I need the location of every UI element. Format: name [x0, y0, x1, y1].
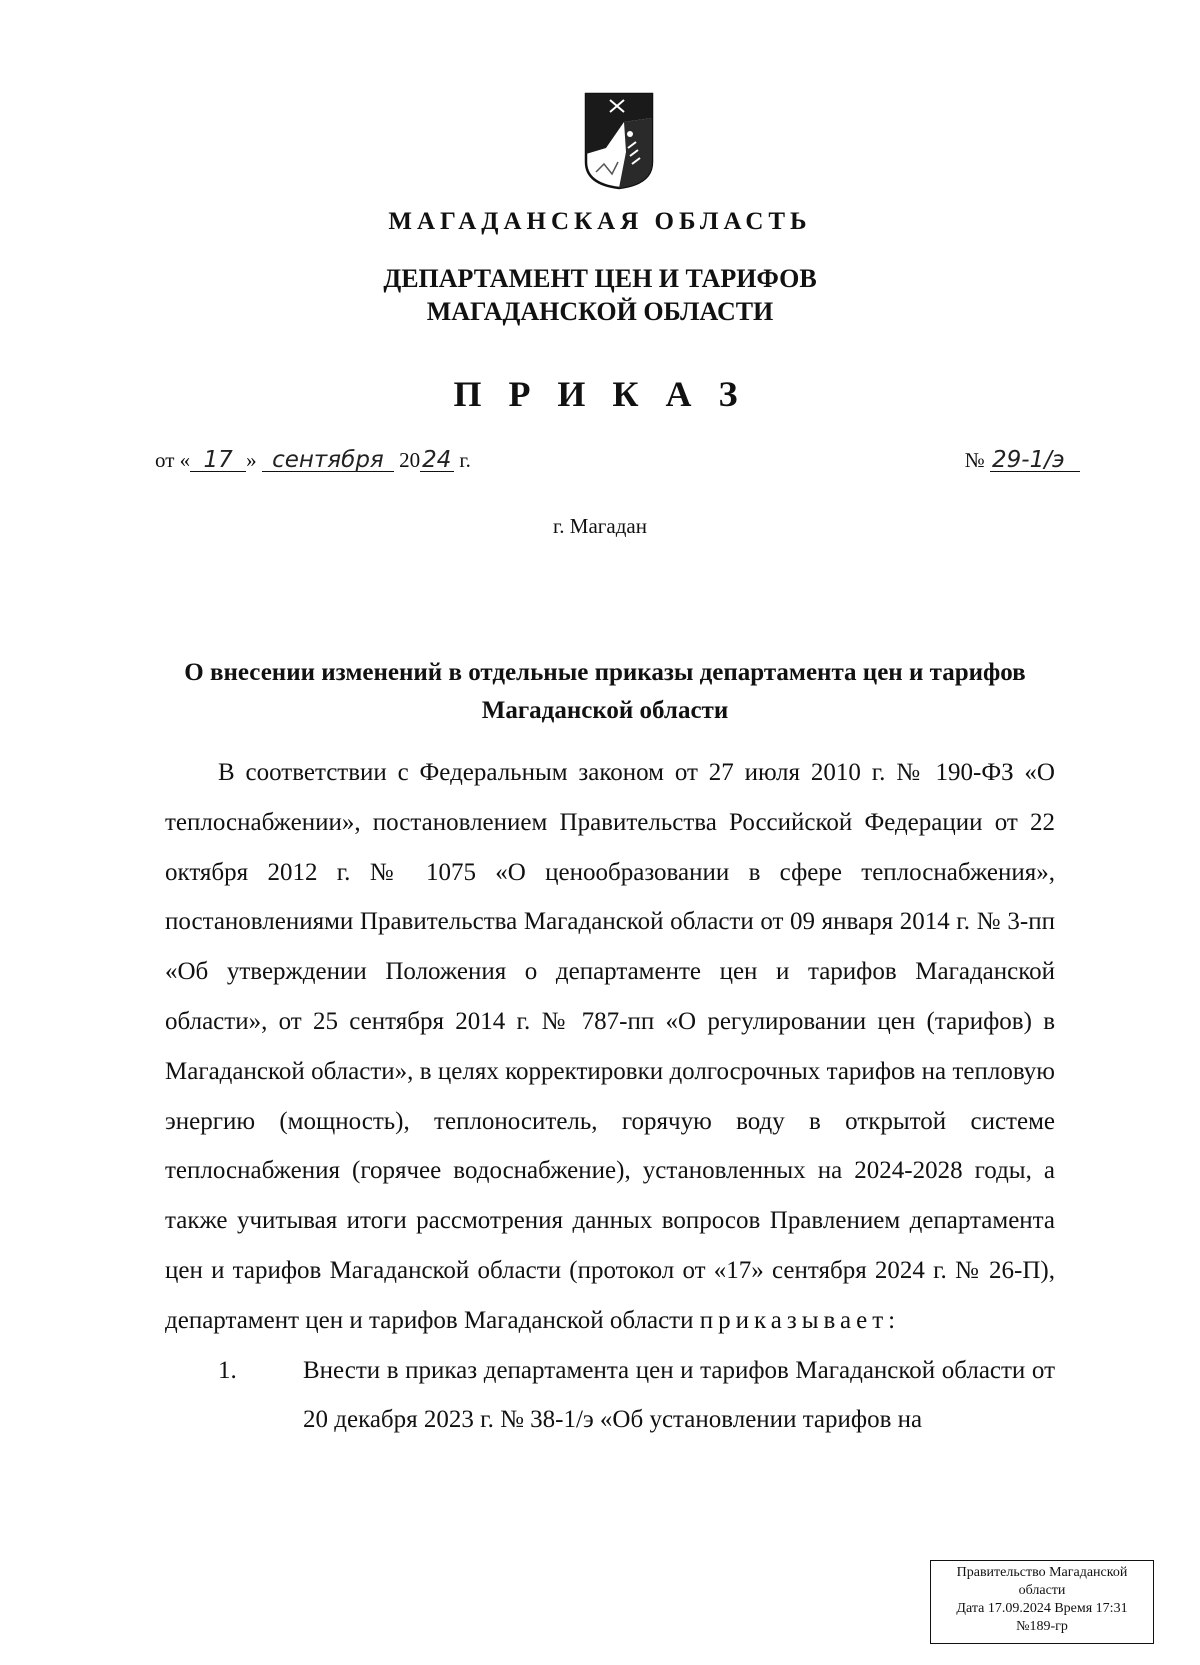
date-day: 17 — [190, 449, 246, 472]
stamp-line-1: Правительство Магаданской — [956, 1565, 1128, 1580]
document-type-title: П Р И К А З — [453, 374, 747, 414]
department-name — [0, 262, 1200, 328]
item-number: 1. — [218, 1356, 237, 1384]
order-body — [165, 748, 1055, 1445]
date-separator: » — [246, 448, 257, 472]
order-subject: О внесении изменений в отдельные приказы департамента цен и тарифов Магаданской области — [184, 659, 1026, 724]
region-name: МАГАДАНСКАЯ ОБЛАСТЬ — [388, 208, 812, 235]
stamp-line-4: №189-гр — [1016, 1619, 1068, 1634]
preamble-paragraph — [165, 748, 1055, 1346]
department-line-1: ДЕПАРТАМЕНТ ЦЕН И ТАРИФОВ — [383, 264, 817, 293]
registration-stamp — [930, 1560, 1154, 1644]
preamble-text: В соответствии с Федеральным законом от 27 июля 2010 г. № 190-ФЗ «О теплоснабжении», постановлением Правительства Российской Федерации от 22 октября 2012 г. № 1075 «О ценообразовании в сфере теплоснабжения», постановлениями Правительства Магаданской области от 09 января 2014 г. № 3-пп «Об утверждении Положения о департаменте цен и тарифов Магаданской области», от 25 сентября 2014 г. № 787-пп «О регулировании цен (тарифов) в Магаданской области», в целях корректировки долгосрочных тарифов на тепловую энергию (мощность), теплоноситель, горячую воду в открытой системе теплоснабжения (горячее водоснабжение), установленных на 2024-2028 годы, а также учитывая итоги рассмотрения данных вопросов Правлением департамента цен и тарифов Магаданской области (протокол от «17» сентября 2024 г. № 26-П), департамент цен и тарифов Магаданской области — [165, 759, 1055, 1334]
city: г. Магадан — [553, 514, 647, 538]
number-value: 29-1/э — [990, 449, 1080, 472]
department-line-2: МАГАДАНСКОЙ ОБЛАСТИ — [426, 297, 774, 326]
item-text: Внести в приказ департамента цен и тарифов Магаданской области от 20 декабря 2023 г. № 38-1/э «Об установлении тарифов на — [303, 1356, 1055, 1434]
date-suffix: г. — [459, 448, 471, 472]
list-item — [165, 1346, 1055, 1446]
date-year-prefix: 20 — [399, 448, 421, 472]
stamp-line-2: области — [1018, 1583, 1066, 1598]
coat-of-arms-icon — [584, 92, 654, 190]
stamp-line-3: Дата 17.09.2024 Время 17:31 — [956, 1601, 1128, 1616]
date-prefix: от « — [155, 448, 191, 472]
order-number — [965, 448, 1080, 473]
number-prefix: № — [964, 448, 985, 472]
date-year-suffix: 24 — [420, 449, 454, 472]
date-month: сентября — [262, 449, 394, 472]
order-date — [155, 448, 471, 473]
orders-word: приказывает: — [699, 1306, 901, 1334]
